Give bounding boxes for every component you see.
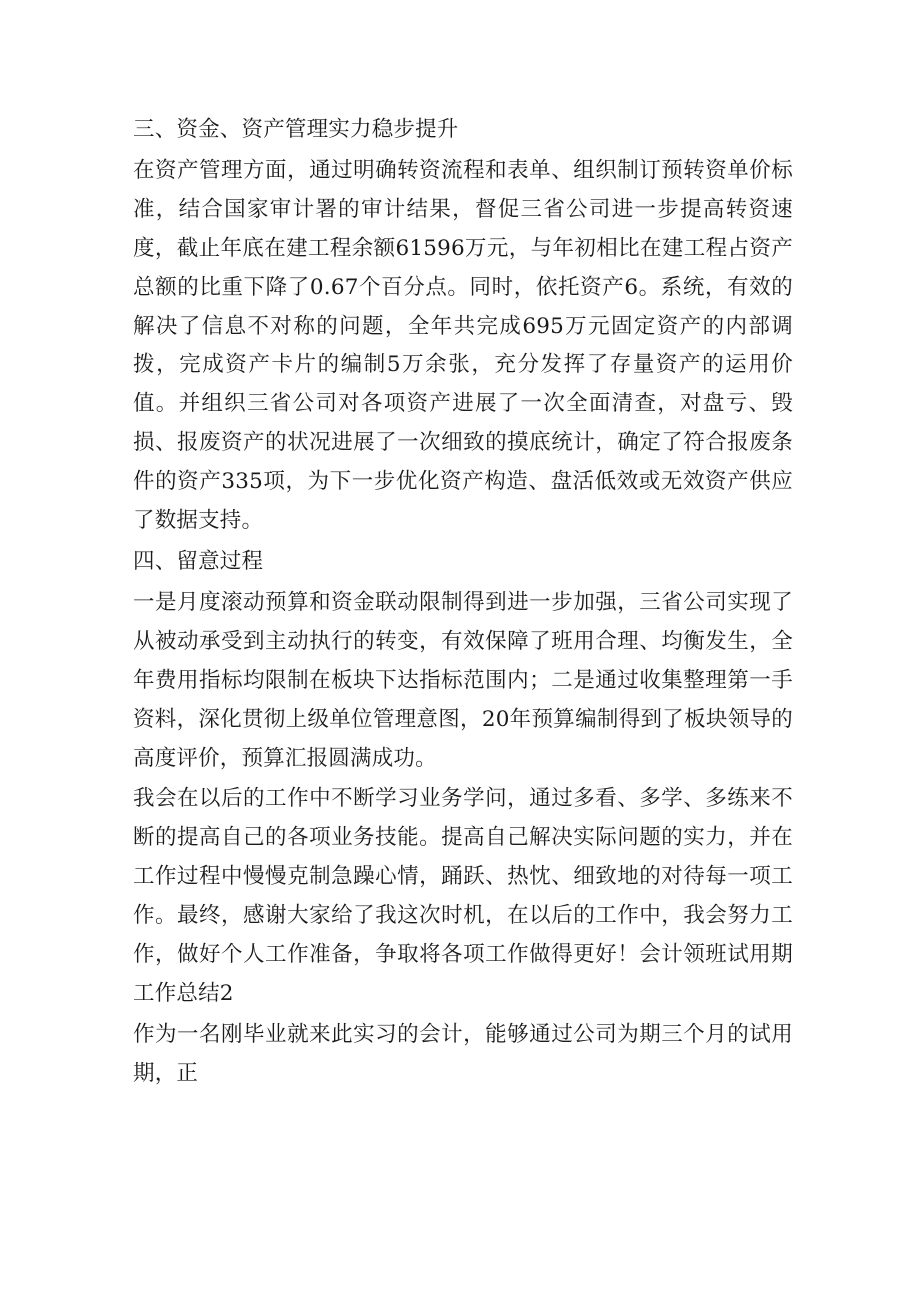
paragraph-next-summary: 作为一名刚毕业就来此实习的会计，能够通过公司为期三个月的试用期，正 [133, 1021, 793, 1086]
section-heading-process: 四、留意过程 [133, 548, 264, 574]
paragraph-closing: 我会在以后的工作中不断学习业务学问，通过多看、多学、多练来不断的提高自己的各项业务技能。提高自己解决实际问题的实力，并在工作过程中慢慢克制急躁心情，踊跃、热忱、细致地的对待每一项工作。最终，感谢大家给了我这次时机，在以后的工作中，我会努力工作，做好个人工作准备，争取将各项工作做得更好！会计领班试用期工作总结2 [133, 786, 793, 1006]
document-body [133, 111, 793, 1094]
paragraph-budget: 一是月度滚动预算和资金联动限制得到进一步加强，三省公司实现了从被动承受到主动执行的转变，有效保障了班用合理、均衡发生，全年费用指标均限制在板块下达指标范围内；二是通过收集整理第一手资料，深化贯彻上级单位管理意图，20年预算编制得到了板块领导的高度评价，预算汇报圆满成功。 [133, 589, 793, 771]
paragraph-asset-management: 在资产管理方面，通过明确转资流程和表单、组织制订预转资单价标准，结合国家审计署的审计结果，督促三省公司进一步提高转资速度，截止年底在建工程余额61596万元，与年初相比在建工程占资产总额的比重下降了0.67个百分点。同时，依托资产6。系统，有效的解决了信息不对称的问题，全年共完成695万元固定资产的内部调拨，完成资产卡片的编制5万余张，充分发挥了存量资产的运用价值。并组织三省公司对各项资产进展了一次全面清查，对盘亏、毁损、报废资产的状况进展了一次细致的摸底统计，确定了符合报废条件的资产335项，为下一步优化资产构造、盘活低效或无效资产供应了数据支持。 [133, 157, 793, 534]
section-heading-assets: 三、资金、资产管理实力稳步提升 [133, 117, 459, 142]
